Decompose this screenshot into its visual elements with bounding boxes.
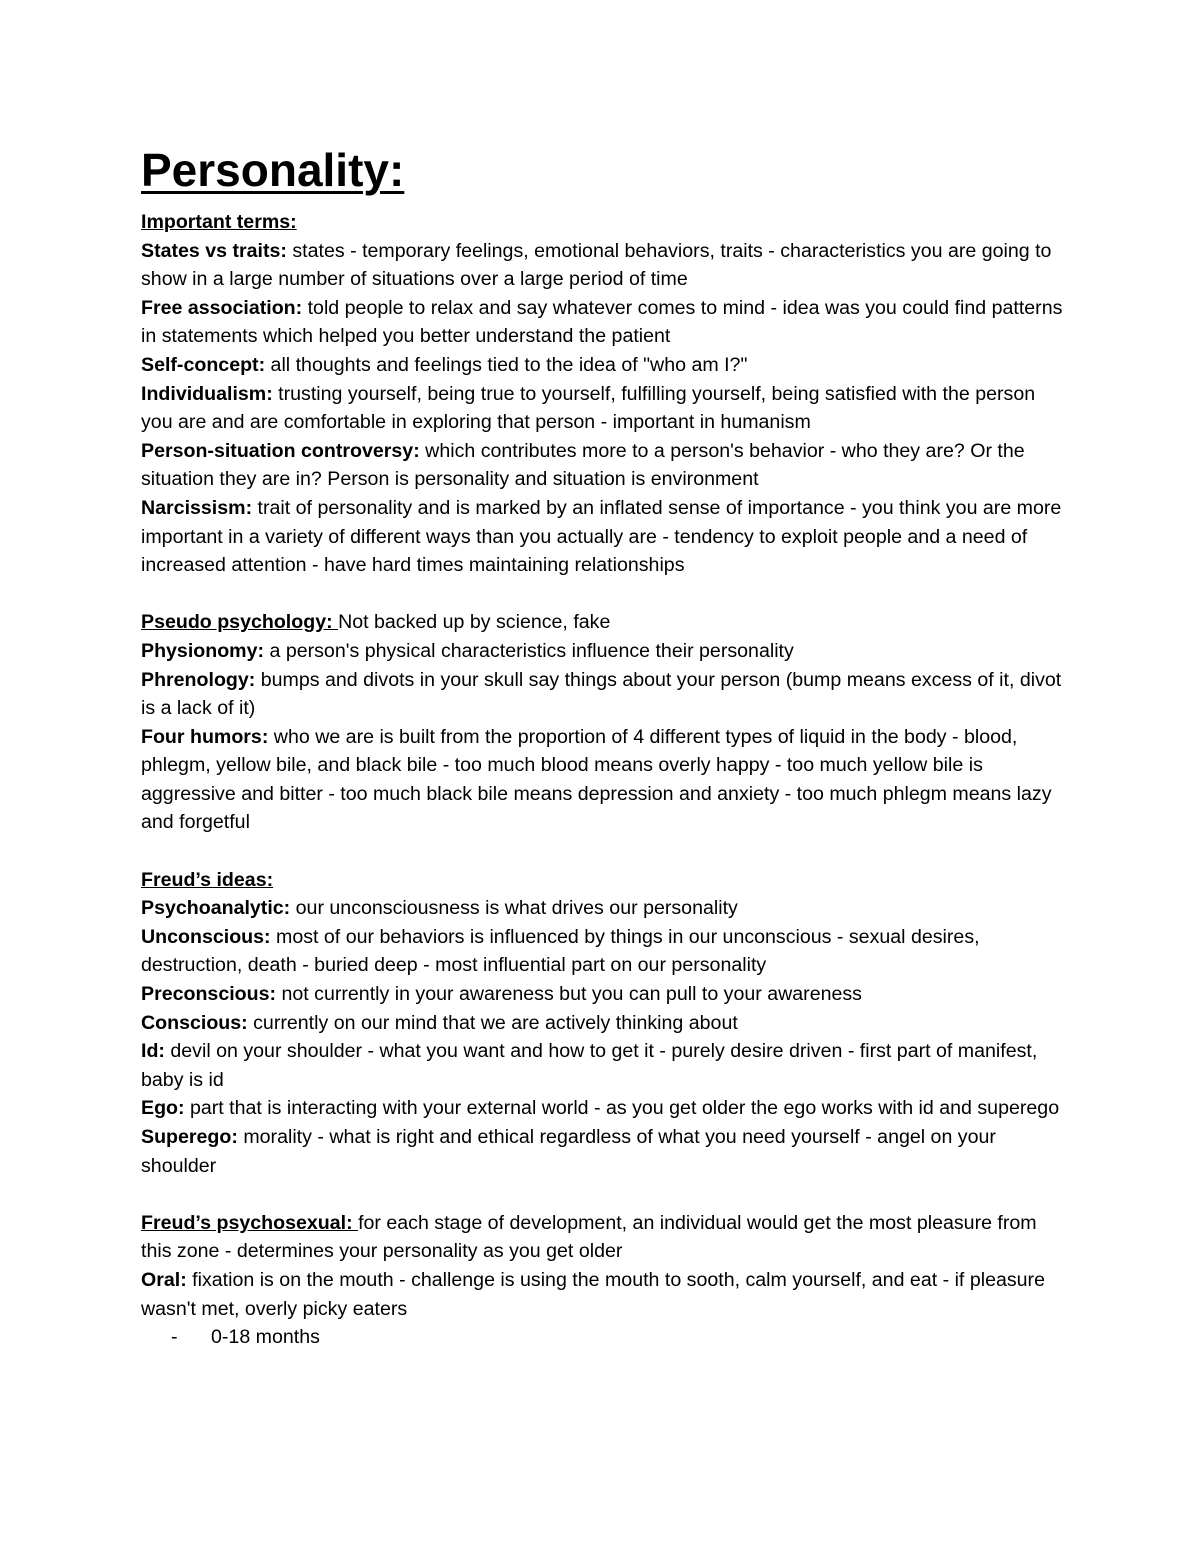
- term-desc: all thoughts and feelings tied to the idea of "who am I?": [265, 353, 748, 376]
- term-entry: [141, 637, 1066, 666]
- term-label: Narcissism:: [141, 496, 253, 519]
- section-heading: [141, 208, 1066, 237]
- term-label: Oral:: [141, 1268, 187, 1291]
- term-entry: [141, 494, 1066, 580]
- term-desc: currently on our mind that we are actively thinking about: [247, 1011, 738, 1034]
- term-label: Free association:: [141, 296, 303, 319]
- term-desc: states - temporary feelings, emotional behaviors, traits - characteristics you are going to show in a large number of situations over a large period of time: [141, 239, 1052, 291]
- term-desc: trusting yourself, being true to yourself, fulfilling yourself, being satisfied with the person you are and are comfortable in exploring that person - important in humanism: [141, 382, 1036, 434]
- term-entry: [141, 923, 1066, 980]
- term-desc: part that is interacting with your external world - as you get older the ego works with id and superego: [184, 1097, 1060, 1120]
- term-label: Id:: [141, 1040, 165, 1063]
- term-label: Physionomy:: [141, 639, 265, 662]
- bullet-text: 0-18 months: [211, 1326, 320, 1349]
- term-desc: most of our behaviors is influenced by things in our unconscious - sexual desires, destruction, death - buried deep - most influential part on our personality: [141, 925, 980, 977]
- term-desc: not currently in your awareness but you can pull to your awareness: [276, 983, 862, 1006]
- section-freuds-ideas: [141, 866, 1066, 1181]
- term-entry: [141, 980, 1066, 1009]
- term-entry: [141, 237, 1066, 294]
- term-label: Four humors:: [141, 725, 269, 748]
- term-desc: devil on your shoulder - what you want and how to get it - purely desire driven - first part of manifest, baby is id: [141, 1040, 1038, 1091]
- term-desc: bumps and divots in your skull say things about your person (bump means excess of it, divot is a lack of it): [141, 668, 1062, 720]
- section-heading: [141, 608, 1066, 637]
- section-freuds-psychosexual: [141, 1209, 1066, 1352]
- section-heading-label: Pseudo psychology:: [141, 611, 339, 634]
- term-entry: [141, 351, 1066, 380]
- term-label: Individualism:: [141, 382, 273, 405]
- term-label: Psychoanalytic:: [141, 897, 291, 920]
- section-heading-desc: for each stage of development, an individual would get the most pleasure from this zone - determines your personality as you get older: [141, 1211, 1037, 1263]
- page-title: Personality:: [141, 144, 405, 196]
- term-entry: [141, 894, 1066, 923]
- term-desc: our unconsciousness is what drives our personality: [290, 897, 738, 920]
- term-entry: [141, 1037, 1066, 1094]
- term-entry: [141, 666, 1066, 723]
- term-label: Ego:: [141, 1097, 185, 1120]
- section-heading-label: Freud’s psychosexual:: [141, 1211, 359, 1234]
- term-label: Person-situation controversy:: [141, 439, 420, 462]
- term-entry: [141, 1123, 1066, 1180]
- term-entry: [141, 294, 1066, 351]
- section-heading: [141, 866, 1066, 895]
- term-entry: [141, 380, 1066, 437]
- section-heading-label: Important terms:: [141, 211, 297, 233]
- term-desc: who we are is built from the proportion of 4 different types of liquid in the body - blood, phlegm, yellow bile, and black bile - too much blood means overly happy - too much yellow bile is aggressive and bitter - too much black bile means depression and anxiety - too much phlegm means lazy and forgetful: [141, 725, 1052, 834]
- term-entry: [141, 1094, 1066, 1123]
- term-label: Self-concept:: [141, 353, 266, 376]
- term-label: Preconscious:: [141, 983, 277, 1006]
- term-entry: [141, 723, 1066, 837]
- term-desc: a person's physical characteristics influence their personality: [264, 639, 794, 662]
- term-desc: which contributes more to a person's behavior - who they are? Or the situation they are in? Person is personality and situation is environment: [141, 439, 1025, 491]
- term-desc: morality - what is right and ethical regardless of what you need yourself - angel on your shoulder: [141, 1126, 996, 1177]
- term-entry: [141, 1266, 1066, 1323]
- bullet-dash: -: [171, 1326, 178, 1349]
- section-pseudo-psychology: [141, 608, 1066, 837]
- term-label: Unconscious:: [141, 925, 271, 948]
- section-heading: [141, 1209, 1066, 1266]
- term-label: States vs traits:: [141, 239, 287, 262]
- term-entry: [141, 1009, 1066, 1038]
- bullet-item: [141, 1323, 1066, 1352]
- term-label: Conscious:: [141, 1011, 248, 1034]
- term-desc: trait of personality and is marked by an inflated sense of importance - you think you are more important in a variety of different ways than you actually are - tendency to exploit people and a need of increased attention - have hard times maintaining relationships: [141, 496, 1062, 577]
- term-entry: [141, 437, 1066, 494]
- section-heading-label: Freud’s ideas:: [141, 868, 274, 891]
- section-heading-desc: Not backed up by science, fake: [338, 611, 611, 634]
- term-desc: told people to relax and say whatever comes to mind - idea was you could find patterns in statements which helped you better understand the patient: [141, 296, 1063, 348]
- section-important-terms: [141, 208, 1066, 580]
- term-label: Phrenology:: [141, 668, 256, 691]
- term-label: Superego:: [141, 1126, 238, 1148]
- document-page: [141, 140, 1066, 1380]
- term-desc: fixation is on the mouth - challenge is using the mouth to sooth, calm yourself, and eat - if pleasure wasn't met, overly picky eaters: [141, 1268, 1045, 1320]
